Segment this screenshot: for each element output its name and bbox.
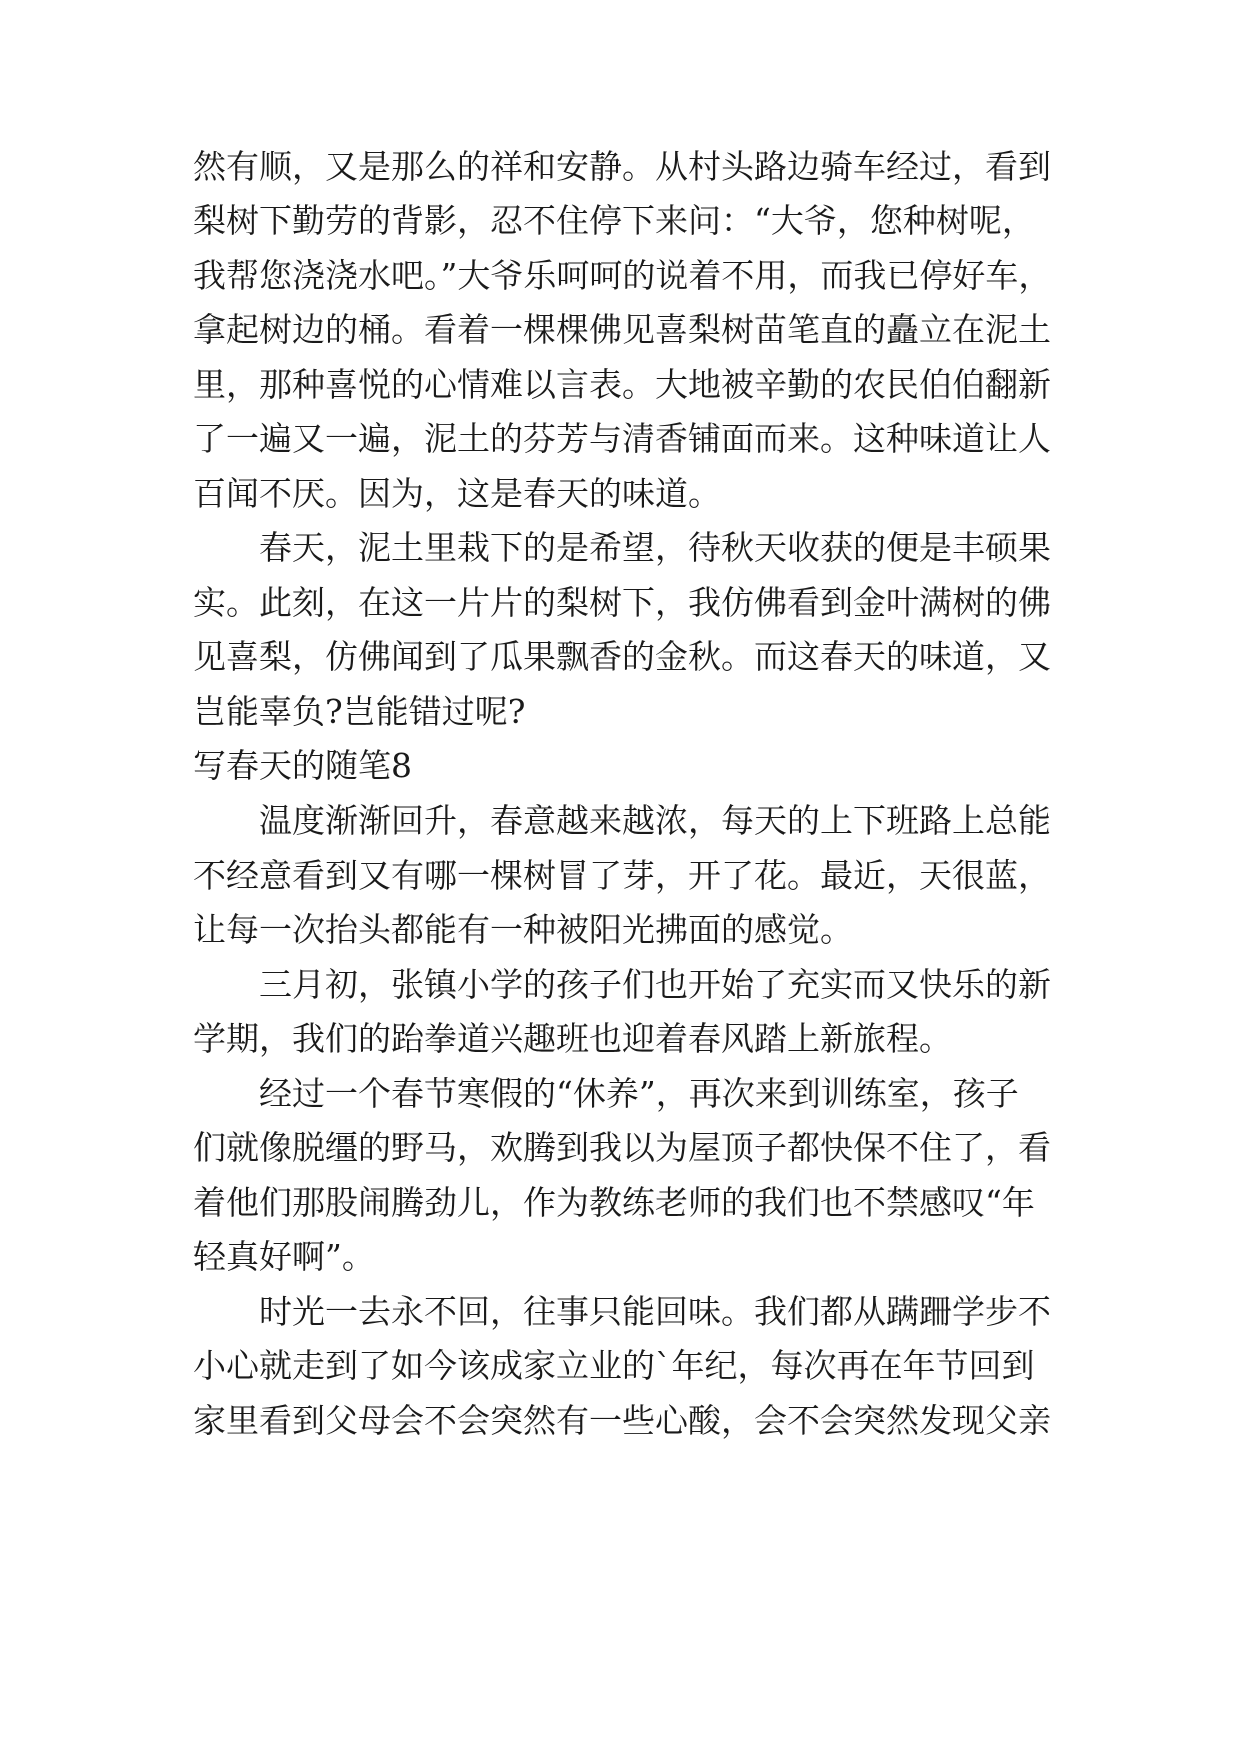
text-line: 经过一个春节寒假的“休养”，再次来到训练室，孩子 — [193, 1074, 1019, 1113]
text-line: 然有顺，又是那么的祥和安静。从村头路边骑车经过，看到 — [193, 147, 1051, 186]
text-line: 小心就走到了如今该成家立业的`年纪，每次再在年节回到 — [193, 1346, 1035, 1385]
text-line: 时光一去永不回，往事只能回味。我们都从蹒跚学步不 — [193, 1292, 1051, 1331]
text-line: 着他们那股闹腾劲儿，作为教练老师的我们也不禁感叹“年 — [193, 1183, 1035, 1222]
text-line: 里，那种喜悦的心情难以言表。大地被辛勤的农民伯伯翻新 — [193, 365, 1051, 404]
text-line: 让每一次抬头都能有一种被阳光拂面的感觉。 — [193, 910, 853, 949]
text-line: 拿起树边的桶。看着一棵棵佛见喜梨树苗笔直的矗立在泥土 — [193, 310, 1051, 349]
text-line: 我帮您浇浇水吧。”大爷乐呵呵的说着不用，而我已停好车， — [193, 256, 1052, 295]
text-line: 见喜梨，仿佛闻到了瓜果飘香的金秋。而这春天的味道，又 — [193, 637, 1051, 676]
text-line: 家里看到父母会不会突然有一些心酸，会不会突然发现父亲 — [193, 1401, 1051, 1440]
text-line: 岂能辜负?岂能错过呢? — [193, 692, 526, 731]
text-line: 温度渐渐回升，春意越来越浓，每天的上下班路上总能 — [193, 801, 1051, 840]
text-line: 春天，泥土里栽下的是希望，待秋天收获的便是丰硕果 — [193, 528, 1051, 567]
text-line: 百闻不厌。因为，这是春天的味道。 — [193, 474, 721, 513]
text-line: 轻真好啊”。 — [193, 1237, 375, 1276]
text-line: 实。此刻，在这一片片的梨树下，我仿佛看到金叶满树的佛 — [193, 583, 1051, 622]
text-line: 学期，我们的跆拳道兴趣班也迎着春风踏上新旅程。 — [193, 1019, 952, 1058]
text-line: 三月初，张镇小学的孩子们也开始了充实而又快乐的新 — [193, 965, 1051, 1004]
text-line: 了一遍又一遍，泥土的芬芳与清香铺面而来。这种味道让人 — [193, 419, 1051, 458]
text-line: 梨树下勤劳的背影，忍不住停下来问：“大爷，您种树呢， — [193, 201, 1035, 240]
text-line: 不经意看到又有哪一棵树冒了芽，开了花。最近，天很蓝， — [193, 856, 1051, 895]
section-heading: 写春天的随笔8 — [193, 746, 412, 785]
text-line: 们就像脱缰的野马，欢腾到我以为屋顶子都快保不住了，看 — [193, 1128, 1051, 1167]
